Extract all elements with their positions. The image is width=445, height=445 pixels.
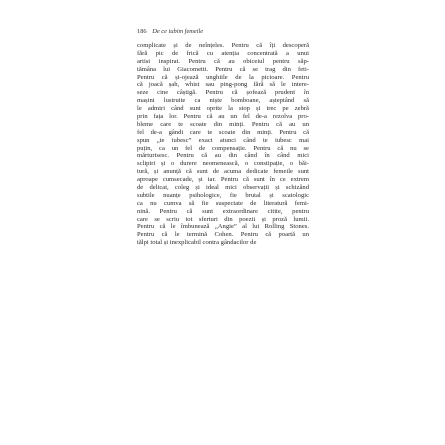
text-line: Pentru că și-ojează unghiile de la picioare. Pentru — [137, 73, 309, 81]
text-line: tură, și anunță că sunt de acuma dedicate femeile sunt — [137, 168, 309, 176]
page-header — [137, 28, 309, 36]
text-line: puțin, ca un fel de compensație. Pentru că nu se — [137, 144, 309, 152]
text-line: nină. Pentru că sunt extraordinare citite, pentru — [137, 207, 309, 215]
text-line: tămâna lui Giacometti. Pentru că se trag din feti- — [137, 65, 309, 73]
text-line: seze cine câștigă. Pentru că șofează prudent în — [137, 89, 309, 97]
text-line: că joacă șah, whist sau ping-pong fără să le intere- — [137, 81, 309, 89]
running-title: De ce iubim femeile — [152, 28, 204, 35]
text-line: care se scriu tot sferturi din poezii și proză lumii. — [137, 215, 309, 223]
text-line: Pentru că le îmbunează „Angie” al lui Rolling Stones. — [137, 223, 309, 231]
text-line: artist inspirat. Pentru că au obiceiul pentru săp- — [137, 57, 309, 65]
body-text — [137, 42, 309, 247]
text-line: ca nu cumva să fie suspectate de literatură femi- — [137, 199, 309, 207]
book-page — [137, 28, 309, 418]
text-line: bleme care te scoate din minți. Pentru că au un — [137, 120, 309, 128]
text-line: mărturisesc. Pentru că au din când în când mici — [137, 152, 309, 160]
text-line: Pentru că le termină Cohen. Pentru că poartă un — [137, 231, 309, 239]
text-line: complicate și de neînțeles. Pentru că îți descoperă — [137, 42, 309, 49]
text-line: spun „te iubesc” exact atunci când te iubesc mai — [137, 136, 309, 144]
text-line: le admiri când sunt oprite la stop și trec pe zebră — [137, 105, 309, 113]
text-line: sclipiri și o durere neomenească, o constipație, o băi- — [137, 160, 309, 168]
text-line: fără pic de frică cu atenția concentrată a unui — [137, 49, 309, 57]
text-line: subtile nuanțe psihologice, fie brutal și scatologic — [137, 191, 309, 199]
text-line: mașini lustruite ca niște bomboane, așteptând să — [137, 97, 309, 105]
text-line: fel de-a gândi care te scoate din minți. Pentru că — [137, 128, 309, 136]
text-line: tălpi total și inexplicabil contra gândacilor de — [137, 239, 257, 247]
text-line: de delicat, coleg și ideal mici observații și schizând — [137, 184, 309, 192]
text-line: prin fața lor. Pentru că au un fel de-a rezolva pro- — [137, 113, 309, 121]
page-number: 186 — [137, 28, 147, 35]
text-line: aproape cumsecade, și iar. Pentru că sunt în ce extrem — [137, 176, 309, 184]
